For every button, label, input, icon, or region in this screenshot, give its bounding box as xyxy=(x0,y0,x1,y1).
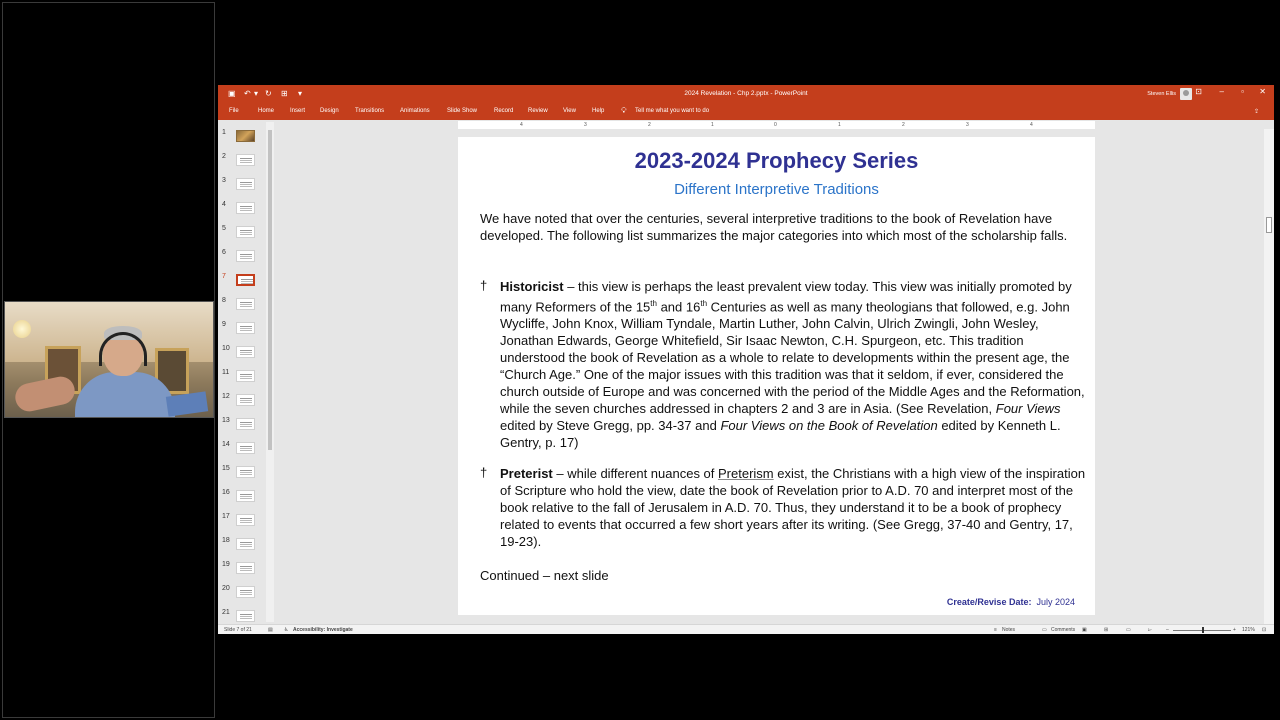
historicist-term: Historicist xyxy=(500,279,564,294)
powerpoint-window xyxy=(218,85,1274,634)
preterist-paragraph[interactable]: Preterist – while different nuances of Preterism exist, the Christians with a high view of the inspiration of Scripture who hold the view, date the book of Revelation prior to A.D. 70 and interpret most of the book relative to the fall of Jerusalem in A.D. 70. Thus, they understand it to be a book of prophecy related to events that occurred a few short years after its writing. (See Gregg, 37-40 and Gentry, 17, 19-23). xyxy=(500,466,1086,549)
notes-button[interactable]: Notes xyxy=(1002,627,1016,633)
zoom-in-icon[interactable]: + xyxy=(1233,627,1236,633)
slide-thumbnail[interactable]: 8 xyxy=(218,294,275,316)
lightbulb-icon[interactable]: 💡︎ xyxy=(621,106,627,115)
slide-thumbnail[interactable]: 21 xyxy=(218,606,275,628)
tab-insert[interactable]: Insert xyxy=(290,108,306,114)
continued-note[interactable]: Continued – next slide xyxy=(480,568,609,583)
ribbon-tabs xyxy=(218,103,1274,120)
slide-thumbnail[interactable]: 12 xyxy=(218,390,275,412)
tab-transitions[interactable]: Transitions xyxy=(355,108,385,114)
user-name[interactable]: Steven Ellis xyxy=(1147,91,1176,97)
share-icon[interactable]: ⇪ xyxy=(1254,109,1260,115)
avatar[interactable] xyxy=(1180,88,1192,100)
slide-thumbnail[interactable]: 6 xyxy=(218,246,275,268)
comments-icon[interactable]: ▭ xyxy=(1042,627,1047,633)
reading-view-icon[interactable]: ▭ xyxy=(1126,627,1131,633)
present-icon[interactable]: ⊞ xyxy=(281,89,288,98)
tab-animations[interactable]: Animations xyxy=(400,108,430,114)
zoom-slider-handle[interactable] xyxy=(1202,627,1204,633)
dagger-bullet-icon: † xyxy=(480,465,488,480)
intro-paragraph[interactable]: We have noted that over the centuries, several interpretive traditions to the book of Revelation have developed. The following list summarizes the major categories into which most of the scholarship falls. xyxy=(480,211,1068,243)
customize-icon[interactable]: ▾ xyxy=(298,89,303,98)
fit-slide-icon[interactable]: ⊡ xyxy=(1262,627,1267,633)
comments-button[interactable]: Comments xyxy=(1051,627,1076,633)
tab-view[interactable]: View xyxy=(563,108,576,114)
slide-thumbnail[interactable]: 10 xyxy=(218,342,275,364)
slide-thumbnail[interactable]: 5 xyxy=(218,222,275,244)
notes-icon[interactable]: ≡ xyxy=(994,627,997,633)
slide-subtitle[interactable]: Different Interpretive Traditions xyxy=(674,181,879,198)
slide-thumbnail[interactable]: 14 xyxy=(218,438,275,460)
tab-review[interactable]: Review xyxy=(528,108,548,114)
vertical-ruler xyxy=(278,135,286,615)
slide-editor xyxy=(286,129,1261,625)
slide-thumbnail-selected[interactable]: 7 xyxy=(218,270,275,292)
slide-thumbnail[interactable]: 15 xyxy=(218,462,275,484)
ribbon-display-icon[interactable]: ⊡ xyxy=(1195,87,1202,96)
horizontal-ruler: 4 3 2 1 0 1 2 3 4 xyxy=(458,121,1095,129)
slide-thumbnail[interactable]: 1 xyxy=(218,126,275,148)
tab-design[interactable]: Design xyxy=(320,108,339,114)
thumbnail-scrollbar[interactable] xyxy=(266,122,274,622)
slide-thumbnail[interactable]: 3 xyxy=(218,174,275,196)
slide-thumbnail[interactable]: 19 xyxy=(218,558,275,580)
dagger-bullet-icon: † xyxy=(480,278,488,293)
tab-slide-show[interactable]: Slide Show xyxy=(447,108,478,114)
accessibility-status[interactable]: Accessibility: Investigate xyxy=(293,627,353,633)
normal-view-icon[interactable]: ▣ xyxy=(1082,627,1087,633)
zoom-out-icon[interactable]: – xyxy=(1166,627,1169,633)
slide-counter[interactable]: Slide 7 of 21 xyxy=(224,627,252,633)
webcam-video xyxy=(4,301,214,418)
maximize-icon[interactable]: ▫ xyxy=(1241,87,1244,96)
slide-thumbnail[interactable]: 4 xyxy=(218,198,275,220)
save-icon[interactable]: ▣ xyxy=(228,89,236,98)
slide-thumbnail[interactable]: 9 xyxy=(218,318,275,340)
current-slide[interactable] xyxy=(458,137,1095,615)
tab-help[interactable]: Help xyxy=(592,108,605,114)
slide-thumbnail[interactable]: 13 xyxy=(218,414,275,436)
historicist-paragraph[interactable]: Historicist – this view is perhaps the least prevalent view today. This view was initially promoted by many Reformers of the 15th and 16th Centuries as well as many theologians that followed, e.g. John Wycliffe, John Knox, William Tyndale, Martin Luther, John Calvin, Ulrich Zwingli, John Wesley, Jonathan Edwards, George Whitefield, Sir Isaac Newton, C.H. Spurgeon, etc. This tradition understood the book of Revelation as a whole to relate to developments within the present age, the “Church Age.” One of the major issues with this tradition was that it seldom, if ever, considered the church outside of Europe and was concerned with the period of the Middle Ages and the Reformation, while the seven churches addressed in chapters 2 and 3 are in Asia. (See Revelation, Four Views edited by Steve Gregg, pp. 34-37 and Four Views on the Book of Revelation edited by Kenneth L. Gentry, p. 17) xyxy=(500,279,1085,451)
redo-icon[interactable]: ↻ xyxy=(265,89,272,98)
slide-thumbnail[interactable]: 20 xyxy=(218,582,275,604)
slide-thumbnail[interactable]: 16 xyxy=(218,486,275,508)
status-bar xyxy=(218,624,1274,634)
tab-home[interactable]: Home xyxy=(258,108,275,114)
minimize-icon[interactable]: – xyxy=(1219,87,1224,96)
preterist-term: Preterist xyxy=(500,466,553,481)
title-bar xyxy=(218,85,1274,103)
slide-sorter-icon[interactable]: ⊞ xyxy=(1104,627,1109,633)
close-icon[interactable]: ✕ xyxy=(1259,87,1266,96)
undo-icon[interactable]: ↶ xyxy=(244,89,251,98)
zoom-level[interactable]: 121% xyxy=(1242,627,1255,633)
slide-thumbnail[interactable]: 17 xyxy=(218,510,275,532)
accessibility-icon[interactable]: ♿︎ xyxy=(284,627,289,633)
tab-record[interactable]: Record xyxy=(494,108,514,114)
window-title: 2024 Revelation - Chp 2.pptx - PowerPoint xyxy=(684,90,808,97)
slide-thumbnail[interactable]: 11 xyxy=(218,366,275,388)
revise-date[interactable]: Create/Revise Date: July 2024 xyxy=(946,597,1075,607)
slide-scrollbar[interactable] xyxy=(1264,129,1274,625)
slide-title[interactable]: 2023-2024 Prophecy Series xyxy=(634,148,919,173)
slide-thumbnail[interactable]: 18 xyxy=(218,534,275,556)
tab-file[interactable]: File xyxy=(229,108,239,114)
slideshow-icon[interactable]: ▻ xyxy=(1148,627,1152,633)
spellcheck-icon[interactable]: ▤ xyxy=(268,627,273,633)
slide-thumbnail[interactable]: 2 xyxy=(218,150,275,172)
tell-me-search[interactable]: Tell me what you want to do xyxy=(635,108,710,114)
dropdown-icon[interactable]: ▾ xyxy=(254,89,259,98)
